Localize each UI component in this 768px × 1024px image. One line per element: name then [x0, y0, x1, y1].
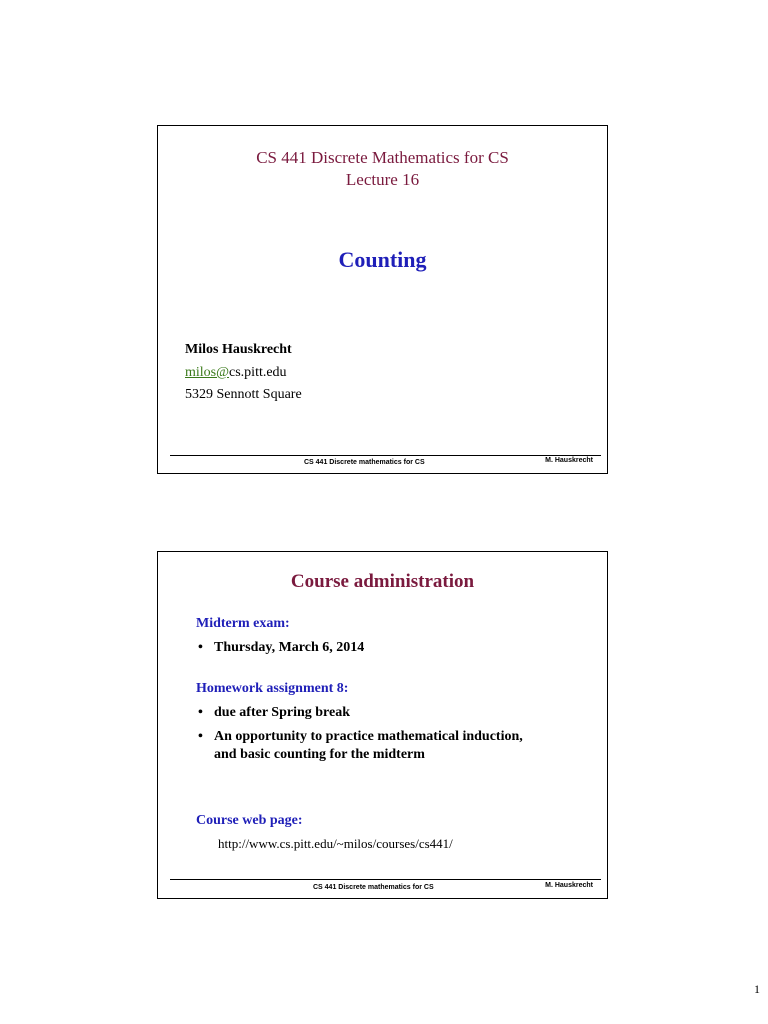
author-email: [185, 365, 287, 381]
footer-course: CS 441 Discrete mathematics for CS: [313, 884, 434, 891]
bullet-text: due after Spring break: [214, 705, 350, 720]
bullet-icon: •: [198, 705, 203, 720]
author-office: 5329 Sennott Square: [185, 387, 302, 402]
footer-course: CS 441 Discrete mathematics for CS: [304, 459, 425, 466]
bullet-text: Thursday, March 6, 2014: [214, 640, 365, 655]
web-page-label: Course web page:: [196, 813, 303, 828]
footer-divider: [170, 455, 601, 456]
course-heading: [158, 147, 607, 191]
author-name: Milos Hauskrecht: [185, 342, 292, 357]
list-item: [198, 639, 558, 657]
midterm-label: Midterm exam:: [196, 616, 290, 631]
footer-author: M. Hauskrecht: [545, 457, 593, 464]
slide-title: Course administration: [290, 571, 475, 592]
bullet-icon: •: [198, 640, 203, 655]
course-title: CS 441 Discrete Mathematics for CS: [256, 148, 509, 167]
list-item: [198, 704, 558, 722]
homework-label: Homework assignment 8:: [196, 681, 349, 696]
bullet-icon: •: [198, 729, 203, 744]
footer-author: M. Hauskrecht: [545, 882, 593, 889]
slide-lecture-title: [157, 125, 608, 474]
page-number: 1: [754, 982, 760, 996]
list-item: [198, 728, 538, 764]
slide-course-administration: [157, 551, 608, 899]
email-domain: cs.pitt.edu: [229, 365, 287, 380]
bullet-text: An opportunity to practice mathematical induction, and basic counting for the midterm: [214, 729, 523, 762]
email-link[interactable]: milos@: [185, 365, 230, 380]
footer-divider: [170, 879, 601, 880]
lecture-number: Lecture 16: [345, 170, 420, 189]
slide-title: Counting: [338, 247, 427, 272]
course-web-url[interactable]: http://www.cs.pitt.edu/~milos/courses/cs441/: [218, 836, 453, 851]
